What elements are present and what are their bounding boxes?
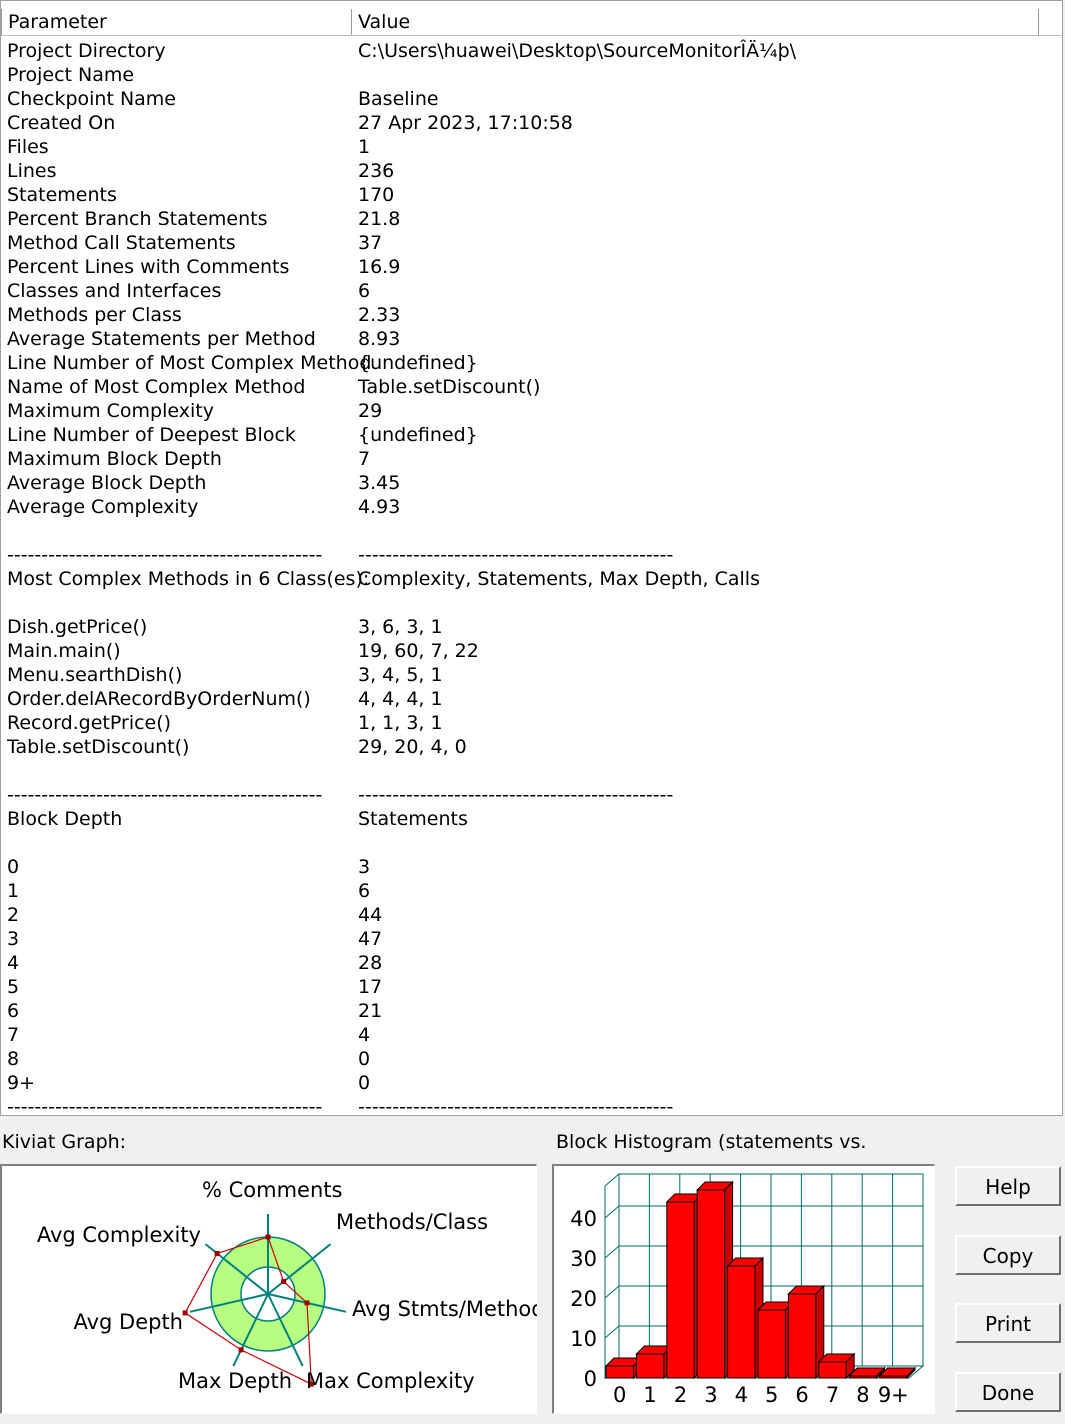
row-value: 17 — [358, 976, 383, 998]
row-parameter: 5 — [7, 976, 20, 998]
histogram-y-tick: 10 — [570, 1327, 597, 1351]
table-row[interactable] — [1, 831, 1063, 855]
kiviat-axis-label: Avg Stmts/Method — [352, 1297, 537, 1321]
histogram-x-tick: 4 — [734, 1383, 748, 1407]
table-row[interactable] — [1, 615, 1063, 639]
table-row[interactable] — [1, 903, 1063, 927]
kiviat-vertex — [183, 1310, 188, 1315]
table-row[interactable] — [1, 399, 1063, 423]
kiviat-vertex — [281, 1279, 286, 1284]
row-value: 19, 60, 7, 22 — [358, 640, 479, 662]
row-parameter: Average Block Depth — [7, 472, 207, 494]
histogram-x-tick: 9+ — [877, 1383, 909, 1407]
histogram-bar — [788, 1294, 815, 1378]
row-value: 236 — [358, 160, 395, 182]
table-row[interactable] — [1, 111, 1063, 135]
histogram-bar — [758, 1310, 785, 1378]
histogram-x-tick: 1 — [643, 1383, 657, 1407]
row-value: {undefined} — [358, 424, 478, 446]
column-header-parameter[interactable]: Parameter — [1, 9, 352, 35]
kiviat-graph — [2, 1166, 537, 1414]
row-parameter: Record.getPrice() — [7, 712, 172, 734]
table-row[interactable] — [1, 471, 1063, 495]
table-row[interactable] — [1, 663, 1063, 687]
histogram-x-tick: 0 — [613, 1383, 627, 1407]
row-value: 2.33 — [358, 304, 401, 326]
kiviat-vertex — [215, 1251, 220, 1256]
row-parameter: 6 — [7, 1000, 20, 1022]
row-value: 28 — [358, 952, 383, 974]
kiviat-axis-label: Methods/Class — [336, 1210, 489, 1234]
row-parameter: Average Complexity — [7, 496, 199, 518]
table-row[interactable] — [1, 495, 1063, 519]
row-parameter: Project Name — [7, 64, 135, 86]
table-row[interactable] — [1, 735, 1063, 759]
row-value: 44 — [358, 904, 383, 926]
row-parameter: Project Directory — [7, 40, 166, 62]
histogram-bar — [728, 1266, 755, 1378]
table-row[interactable] — [1, 351, 1063, 375]
print-button[interactable]: Print — [955, 1303, 1061, 1343]
row-parameter: ---------------------------------------------- — [7, 1096, 323, 1116]
copy-button[interactable]: Copy — [955, 1235, 1061, 1275]
kiviat-axis-label: Avg Depth — [73, 1310, 183, 1334]
kiviat-panel — [0, 1164, 537, 1414]
row-parameter: ---------------------------------------------- — [7, 544, 323, 566]
list-header — [1, 9, 1063, 36]
row-value: 8.93 — [358, 328, 401, 350]
row-value: Table.setDiscount() — [358, 376, 541, 398]
row-value: 3 — [358, 856, 371, 878]
table-row[interactable] — [1, 87, 1063, 111]
row-value: 3, 4, 5, 1 — [358, 664, 443, 686]
table-row[interactable] — [1, 159, 1063, 183]
row-parameter: 7 — [7, 1024, 20, 1046]
row-parameter: Percent Lines with Comments — [7, 256, 290, 278]
row-value: 170 — [358, 184, 395, 206]
table-row[interactable] — [1, 783, 1063, 807]
table-row[interactable] — [1, 951, 1063, 975]
histogram-x-tick: 3 — [704, 1383, 718, 1407]
row-value: 6 — [358, 880, 371, 902]
row-parameter: Menu.searthDish() — [7, 664, 183, 686]
histogram-bar — [667, 1202, 694, 1378]
row-parameter: Maximum Complexity — [7, 400, 214, 422]
histogram-label: Block Histogram (statements vs. — [556, 1131, 867, 1153]
histogram-x-tick: 6 — [795, 1383, 809, 1407]
row-value: 3, 6, 3, 1 — [358, 616, 443, 638]
row-parameter: Most Complex Methods in 6 Class(es): — [7, 568, 370, 590]
row-parameter: Statements — [7, 184, 117, 206]
row-value: 47 — [358, 928, 383, 950]
table-row[interactable] — [1, 375, 1063, 399]
row-value: 21.8 — [358, 208, 401, 230]
histogram-y-tick: 20 — [570, 1287, 597, 1311]
row-value: 29, 20, 4, 0 — [358, 736, 467, 758]
kiviat-axis-label: Avg Complexity — [36, 1223, 201, 1247]
row-value: 0 — [358, 1072, 371, 1094]
table-row[interactable] — [1, 231, 1063, 255]
row-parameter: Line Number of Most Complex Method — [7, 352, 372, 374]
table-row[interactable] — [1, 711, 1063, 735]
row-parameter: 3 — [7, 928, 20, 950]
row-parameter: Line Number of Deepest Block — [7, 424, 296, 446]
table-row[interactable] — [1, 207, 1063, 231]
table-row[interactable] — [1, 1095, 1063, 1116]
histogram-bar — [636, 1354, 663, 1378]
row-value: 4.93 — [358, 496, 401, 518]
table-row[interactable] — [1, 999, 1063, 1023]
kiviat-axis-label: Max Depth — [178, 1369, 293, 1393]
table-row[interactable] — [1, 303, 1063, 327]
table-row[interactable] — [1, 279, 1063, 303]
row-parameter: ---------------------------------------------- — [7, 784, 323, 806]
kiviat-vertex — [266, 1235, 271, 1240]
row-parameter: Maximum Block Depth — [7, 448, 222, 470]
table-row[interactable] — [1, 975, 1063, 999]
row-value: C:\Users\huawei\Desktop\SourceMonitorÎÄ¼þ\ — [358, 40, 797, 62]
table-row[interactable] — [1, 1071, 1063, 1095]
histogram-panel — [552, 1164, 935, 1414]
row-parameter: Method Call Statements — [7, 232, 236, 254]
table-row[interactable] — [1, 63, 1063, 87]
row-value: 1, 1, 3, 1 — [358, 712, 443, 734]
table-row[interactable] — [1, 39, 1063, 63]
table-row[interactable] — [1, 543, 1063, 567]
histogram-bar — [880, 1376, 907, 1378]
row-parameter: Table.setDiscount() — [7, 736, 190, 758]
histogram-bar — [697, 1190, 724, 1378]
row-parameter: Name of Most Complex Method — [7, 376, 306, 398]
row-value: 27 Apr 2023, 17:10:58 — [358, 112, 573, 134]
histogram-bar — [606, 1366, 633, 1378]
table-row[interactable] — [1, 423, 1063, 447]
histogram-x-tick: 5 — [765, 1383, 779, 1407]
kiviat-vertex — [239, 1347, 244, 1352]
row-value: 6 — [358, 280, 371, 302]
table-row[interactable] — [1, 1023, 1063, 1047]
table-row[interactable] — [1, 567, 1063, 591]
row-value: 4, 4, 4, 1 — [358, 688, 443, 710]
kiviat-label: Kiviat Graph: — [2, 1131, 127, 1153]
row-parameter: Checkpoint Name — [7, 88, 176, 110]
table-row[interactable] — [1, 879, 1063, 903]
histogram-y-tick: 30 — [570, 1247, 597, 1271]
table-row[interactable] — [1, 591, 1063, 615]
kiviat-axis-label: Max Complexity — [306, 1369, 475, 1393]
column-header-value[interactable]: Value — [352, 9, 1039, 35]
table-row[interactable] — [1, 855, 1063, 879]
row-value: Complexity, Statements, Max Depth, Calls — [358, 568, 760, 590]
row-parameter: Block Depth — [7, 808, 123, 830]
row-parameter: 0 — [7, 856, 20, 878]
row-value: ---------------------------------------------- — [358, 544, 674, 566]
row-parameter: Main.main() — [7, 640, 121, 662]
row-value: 29 — [358, 400, 383, 422]
histogram-y-tick: 0 — [583, 1367, 597, 1391]
row-parameter: Dish.getPrice() — [7, 616, 148, 638]
table-row[interactable] — [1, 1047, 1063, 1071]
table-row[interactable] — [1, 183, 1063, 207]
table-row[interactable] — [1, 807, 1063, 831]
histogram-x-tick: 2 — [673, 1383, 688, 1407]
row-value: Baseline — [358, 88, 439, 110]
histogram-x-tick: 7 — [825, 1383, 840, 1407]
table-row[interactable] — [1, 927, 1063, 951]
row-parameter: 1 — [7, 880, 20, 902]
column-header-empty[interactable] — [1039, 9, 1063, 35]
row-value: 3.45 — [358, 472, 401, 494]
table-row[interactable] — [1, 255, 1063, 279]
table-row[interactable] — [1, 639, 1063, 663]
table-row[interactable] — [1, 519, 1063, 543]
row-value: 21 — [358, 1000, 383, 1022]
row-value: 0 — [358, 1048, 371, 1070]
row-value: 4 — [358, 1024, 371, 1046]
kiviat-vertex — [304, 1300, 309, 1305]
row-parameter: Created On — [7, 112, 116, 134]
row-value: 16.9 — [358, 256, 401, 278]
row-value: 37 — [358, 232, 383, 254]
row-value: ---------------------------------------------- — [358, 784, 674, 806]
histogram-left-wall — [605, 1174, 619, 1378]
table-row[interactable] — [1, 327, 1063, 351]
row-parameter: Order.delARecordByOrderNum() — [7, 688, 311, 710]
row-parameter: Lines — [7, 160, 57, 182]
table-row[interactable] — [1, 135, 1063, 159]
row-parameter: Classes and Interfaces — [7, 280, 222, 302]
row-parameter: 2 — [7, 904, 20, 926]
kiviat-axis-label: % Comments — [202, 1178, 343, 1202]
table-row[interactable] — [1, 759, 1063, 783]
row-value: Statements — [358, 808, 468, 830]
done-button[interactable]: Done — [955, 1372, 1061, 1412]
row-parameter: 9+ — [7, 1072, 36, 1094]
row-value: 1 — [358, 136, 371, 158]
row-parameter: Percent Branch Statements — [7, 208, 268, 230]
row-value: 7 — [358, 448, 371, 470]
row-parameter: Files — [7, 136, 49, 158]
row-parameter: 4 — [7, 952, 20, 974]
row-parameter: Average Statements per Method — [7, 328, 316, 350]
table-row[interactable] — [1, 687, 1063, 711]
row-value: ---------------------------------------------- — [358, 1096, 674, 1116]
row-parameter: Methods per Class — [7, 304, 182, 326]
histogram-y-tick: 40 — [570, 1207, 597, 1231]
row-parameter: 8 — [7, 1048, 20, 1070]
help-button[interactable]: Help — [955, 1166, 1061, 1206]
table-row[interactable] — [1, 447, 1063, 471]
histogram-x-tick: 8 — [856, 1383, 870, 1407]
block-histogram — [554, 1166, 935, 1414]
histogram-bar — [849, 1376, 876, 1378]
histogram-bar — [819, 1362, 846, 1378]
row-value: {undefined} — [358, 352, 478, 374]
